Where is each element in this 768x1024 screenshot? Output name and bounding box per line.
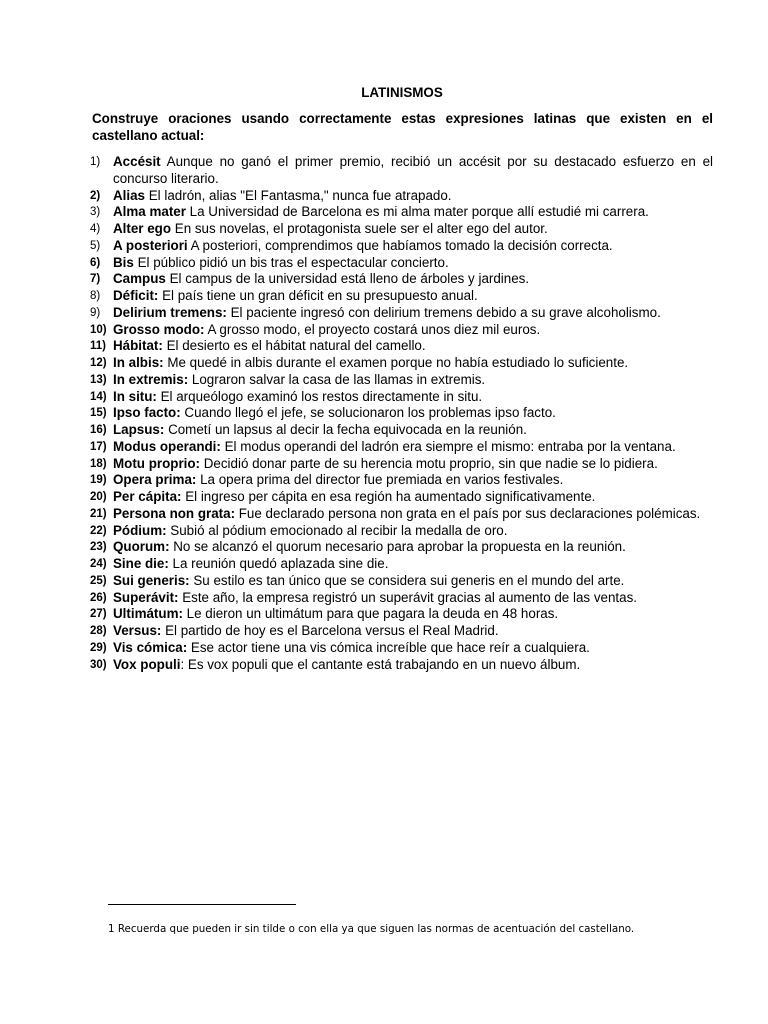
- list-item: [90, 590, 713, 607]
- example-sentence: Lograron salvar la casa de las llamas in extremis.: [188, 371, 486, 387]
- list-item: [90, 606, 713, 623]
- item-number: 15): [90, 407, 107, 420]
- example-sentence: Me quedé in albis durante el examen porque no había estudiado lo suficiente.: [163, 355, 629, 370]
- latin-term: Delirium tremens:: [113, 304, 227, 320]
- list-item: [90, 506, 713, 523]
- item-number: 6): [90, 256, 101, 269]
- list-item: [90, 322, 713, 339]
- list-item: [90, 221, 713, 238]
- example-sentence: La Universidad de Barcelona es mi alma mater porque allí estudié mi carrera.: [185, 204, 649, 220]
- example-sentence: El ladrón, alias "El Fantasma," nunca fue atrapado.: [145, 187, 452, 203]
- item-number: 30): [90, 658, 107, 671]
- latin-term: Campus: [113, 271, 166, 287]
- latin-term: Lapsus:: [113, 422, 165, 437]
- list-item: [90, 422, 713, 439]
- example-sentence: Subió al pódium emocionado al recibir la medalla de oro.: [166, 522, 508, 538]
- example-sentence: El público pidió un bis tras el espectacular concierto.: [133, 254, 449, 270]
- list-item: [90, 573, 713, 590]
- item-number: 18): [90, 457, 107, 470]
- latin-term: Alma mater: [113, 204, 186, 220]
- latin-term: Pódium:: [113, 522, 167, 538]
- latin-term: Vox populi: [113, 656, 181, 672]
- example-sentence: El ingreso per cápita en esa región ha aumentado significativamente.: [181, 489, 596, 504]
- latin-term: In extremis:: [113, 371, 189, 387]
- item-number: 27): [90, 608, 107, 621]
- item-number: 23): [90, 541, 107, 554]
- latin-term: Accésit: [113, 154, 161, 169]
- item-number: 29): [90, 641, 107, 654]
- footnote-text: 1 Recuerda que pueden ir sin tilde o con ella ya que siguen las normas de acentuación del castellano.: [108, 923, 635, 935]
- list-item: [90, 204, 713, 221]
- item-number: 22): [90, 524, 107, 537]
- example-sentence: Cuando llegó el jefe, se solucionaron los problemas ipso facto.: [180, 405, 556, 421]
- list-item: [90, 372, 713, 389]
- item-number: 4): [90, 223, 101, 235]
- example-sentence: La reunión quedó aplazada sine die.: [168, 556, 389, 571]
- item-number: 13): [90, 373, 107, 386]
- example-sentence: No se alcanzó el quorum necesario para aprobar la propuesta en la reunión.: [169, 539, 626, 555]
- latin-term: Modus operandi:: [113, 438, 221, 454]
- example-sentence: Decidió donar parte de su herencia motu proprio, sin que nadie se lo pidiera.: [200, 455, 658, 471]
- list-item: [90, 288, 713, 305]
- example-sentence: El campus de la universidad está lleno de árboles y jardines.: [165, 271, 530, 287]
- item-number: 8): [90, 290, 101, 302]
- latin-term: Per cápita:: [113, 489, 182, 504]
- list-item: [90, 338, 713, 355]
- list-item: [90, 640, 713, 657]
- latin-term: Alias: [113, 187, 146, 203]
- item-number: 14): [90, 390, 107, 403]
- example-sentence: A posteriori, comprendimos que habíamos tomado la decisión correcta.: [187, 237, 613, 253]
- item-number: 2): [90, 189, 101, 202]
- example-sentence: Este año, la empresa registró un superávit gracias al aumento de las ventas.: [178, 589, 637, 605]
- example-sentence: El paciente ingresó con delirium tremens debido a su grave alcoholismo.: [226, 304, 661, 320]
- example-sentence: El modus operandi del ladrón era siempre el mismo: entraba por la ventana.: [220, 438, 676, 454]
- list-item: [90, 556, 713, 573]
- example-sentence: Cometí un lapsus al decir la fecha equivocada en la reunión.: [164, 422, 527, 437]
- item-number: 7): [90, 273, 101, 286]
- latin-term: Bis: [113, 254, 134, 270]
- item-number: 26): [90, 591, 107, 604]
- example-sentence: A grosso modo, el proyecto costará unos diez mil euros.: [204, 321, 541, 337]
- instructions-text: Construye oraciones usando correctamente estas expresiones latinas que existen en el castellano actual:: [92, 111, 713, 143]
- latin-term: Quorum:: [113, 539, 170, 555]
- list-item: [90, 305, 713, 322]
- example-sentence: El país tiene un gran déficit en su presupuesto anual.: [158, 288, 478, 303]
- latin-term: Ipso facto:: [113, 405, 181, 421]
- list-item: [90, 623, 713, 640]
- latin-term: Opera prima:: [113, 472, 197, 488]
- latin-term: In albis:: [113, 355, 164, 370]
- item-number: 5): [90, 239, 101, 252]
- list-item: [90, 389, 713, 406]
- list-item: [90, 472, 713, 489]
- example-sentence: En sus novelas, el protagonista suele ser el alter ego del autor.: [171, 221, 548, 236]
- page-title: LATINISMOS: [361, 85, 443, 100]
- item-number: 25): [90, 574, 107, 587]
- item-number: 9): [90, 306, 101, 319]
- item-number: 1): [90, 156, 101, 168]
- latinisms-list: [90, 154, 713, 673]
- item-number: 10): [90, 323, 107, 336]
- example-sentence: Su estilo es tan único que se considera sui generis en el mundo del arte.: [189, 572, 625, 588]
- latin-term: Déficit:: [113, 288, 159, 303]
- list-item: [90, 456, 713, 473]
- latin-term: Superávit:: [113, 589, 179, 605]
- latin-term: Versus:: [113, 623, 162, 638]
- item-number: 24): [90, 558, 107, 570]
- list-item: [90, 271, 713, 288]
- list-item: [90, 523, 713, 540]
- latin-term: Persona non grata:: [113, 505, 236, 521]
- list-item: [90, 539, 713, 556]
- example-sentence: Le dieron un ultimátum para que pagara la deuda en 48 horas.: [182, 606, 559, 622]
- item-number: 19): [90, 474, 107, 487]
- list-item: [90, 489, 713, 506]
- example-sentence: La opera prima del director fue premiada en varios festivales.: [196, 472, 564, 488]
- latin-term: Hábitat:: [113, 338, 163, 354]
- example-sentence: Fue declarado persona non grata en el país por sus declaraciones polémicas.: [235, 505, 701, 521]
- example-sentence: El arqueólogo examinó los restos directamente in situ.: [156, 388, 483, 404]
- footnote-divider: [108, 904, 296, 905]
- latin-term: In situ:: [113, 388, 157, 404]
- item-number: 28): [90, 625, 107, 637]
- item-number: 21): [90, 507, 107, 520]
- list-item: [90, 355, 713, 372]
- latin-term: Grosso modo:: [113, 321, 205, 337]
- list-item: [90, 657, 713, 674]
- item-number: 17): [90, 440, 107, 453]
- list-item: [90, 154, 713, 188]
- example-sentence: El partido de hoy es el Barcelona versus el Real Madrid.: [161, 623, 499, 638]
- latin-term: Sine die:: [113, 556, 169, 571]
- item-number: 11): [90, 340, 106, 353]
- list-item: [90, 255, 713, 272]
- latin-term: Alter ego: [113, 221, 172, 236]
- list-item: [90, 405, 713, 422]
- item-number: 12): [90, 357, 107, 369]
- latin-term: A posteriori: [113, 237, 188, 253]
- example-sentence: El desierto es el hábitat natural del camello.: [162, 338, 426, 354]
- list-item: [90, 238, 713, 255]
- latin-term: Sui generis:: [113, 572, 190, 588]
- list-item: [90, 439, 713, 456]
- example-sentence: Ese actor tiene una vis cómica increíble que hace reír a cualquiera.: [187, 639, 590, 655]
- example-sentence: : Es vox populi que el cantante está trabajando en un nuevo álbum.: [180, 656, 581, 672]
- list-item: [90, 188, 713, 205]
- latin-term: Vis cómica:: [113, 639, 188, 655]
- item-number: 20): [90, 491, 107, 503]
- latin-term: Ultimátum:: [113, 606, 183, 622]
- item-number: 16): [90, 424, 107, 436]
- latin-term: Motu proprio:: [113, 455, 201, 471]
- example-sentence: Aunque no ganó el primer premio, recibió un accésit por su destacado esfuerzo en el concurso literario.: [113, 154, 713, 186]
- item-number: 3): [90, 206, 101, 219]
